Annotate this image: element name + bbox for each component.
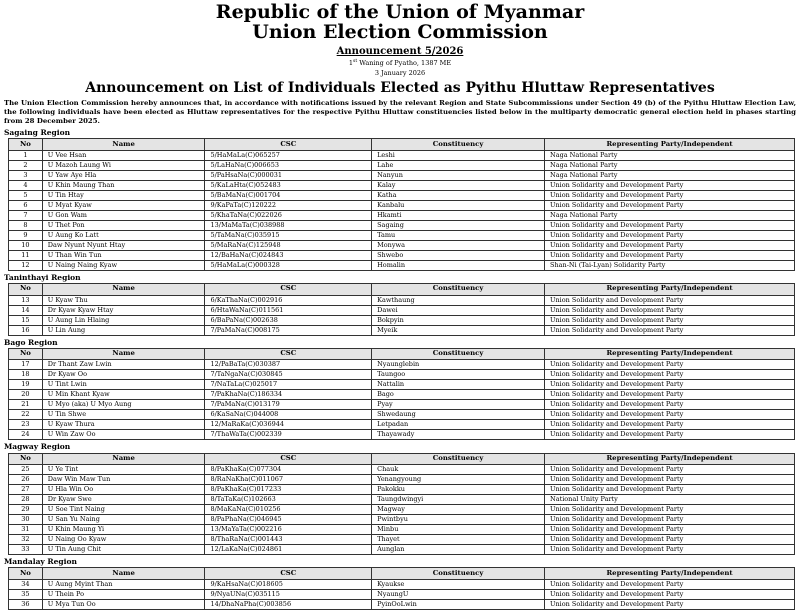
- cell-constituency: Nyaunglebin: [372, 360, 545, 370]
- table-row: [9, 295, 795, 305]
- cell-name: U Kyaw Thura: [42, 420, 205, 430]
- cell-party: Union Solidarity and Development Party: [545, 295, 795, 305]
- cell-csc: 8/ThaRaNa(C)001443: [205, 535, 372, 545]
- cell-csc: 14/DhaNaPha(C)003856: [205, 600, 372, 610]
- cell-constituency: Aunglan: [372, 545, 545, 555]
- cell-party: Union Solidarity and Development Party: [545, 590, 795, 600]
- cell-no: 11: [9, 250, 43, 260]
- cell-csc: 5/MaRaNa(C)125948: [205, 240, 372, 250]
- table-row: [9, 400, 795, 410]
- cell-csc: 5/TaMaNa(C)035915: [205, 230, 372, 240]
- column-header: No: [9, 139, 43, 151]
- column-header: CSC: [205, 348, 372, 360]
- cell-csc: 5/KaLaHta(C)052483: [205, 180, 372, 190]
- cell-name: U Hla Win Oo: [42, 485, 205, 495]
- cell-csc: 9/KaPaTa(C)120222: [205, 200, 372, 210]
- cell-constituency: Pyay: [372, 400, 545, 410]
- cell-party: Union Solidarity and Development Party: [545, 580, 795, 590]
- table-row: [9, 525, 795, 535]
- table-row: [9, 420, 795, 430]
- cell-name: U Tin Shwe: [42, 410, 205, 420]
- region-title: Magway Region: [4, 442, 71, 452]
- cell-csc: 5/LaHaNa(C)006653: [205, 160, 372, 170]
- cell-no: 2: [9, 160, 43, 170]
- cell-no: 17: [9, 360, 43, 370]
- table-header-row: [9, 568, 795, 580]
- cell-no: 5: [9, 190, 43, 200]
- column-header: CSC: [205, 283, 372, 295]
- cell-no: 34: [9, 580, 43, 590]
- cell-name: U San Yu Naing: [42, 515, 205, 525]
- cell-csc: 5/KhaTaNa(C)022026: [205, 210, 372, 220]
- cell-name: U Naing Oo Kyaw: [42, 535, 205, 545]
- cell-name: U Aung Lin Hlaing: [42, 315, 205, 325]
- cell-constituency: Kyaukse: [372, 580, 545, 590]
- cell-name: U Min Khant Kyaw: [42, 390, 205, 400]
- table-row: [9, 465, 795, 475]
- table-row: [9, 515, 795, 525]
- cell-party: Union Solidarity and Development Party: [545, 370, 795, 380]
- cell-csc: 6/BaPaNa(C)002638: [205, 315, 372, 325]
- representatives-table: [8, 567, 795, 610]
- cell-no: 4: [9, 180, 43, 190]
- cell-party: Union Solidarity and Development Party: [545, 240, 795, 250]
- table-row: [9, 170, 795, 180]
- cell-party: Union Solidarity and Development Party: [545, 380, 795, 390]
- cell-no: 10: [9, 240, 43, 250]
- table-row: [9, 210, 795, 220]
- cell-name: Dr Kyaw Kyaw Htay: [42, 305, 205, 315]
- cell-csc: 8/TaTaKa(C)102663: [205, 495, 372, 505]
- cell-name: U Yaw Aye Hla: [42, 170, 205, 180]
- cell-csc: 7/NaTaLa(C)025017: [205, 380, 372, 390]
- cell-name: U Mya Tun Oo: [42, 600, 205, 610]
- cell-no: 31: [9, 525, 43, 535]
- cell-no: 27: [9, 485, 43, 495]
- gregorian-date-line: 3 January 2026: [374, 69, 426, 78]
- column-header: Name: [42, 453, 205, 465]
- table-row: [9, 430, 795, 440]
- table-row: [9, 580, 795, 590]
- cell-party: Union Solidarity and Development Party: [545, 390, 795, 400]
- cell-no: 19: [9, 380, 43, 390]
- cell-name: U Mazoh Laung Wi: [42, 160, 205, 170]
- cell-constituency: Taungdwingyi: [372, 495, 545, 505]
- cell-csc: 12/MaRaKa(C)036944: [205, 420, 372, 430]
- cell-csc: 5/HaMaLa(C)065257: [205, 150, 372, 160]
- cell-csc: 8/RaNaKha(C)011067: [205, 475, 372, 485]
- column-header: No: [9, 348, 43, 360]
- cell-no: 9: [9, 230, 43, 240]
- cell-csc: 6/KaSaNa(C)044008: [205, 410, 372, 420]
- table-row: [9, 325, 795, 335]
- cell-constituency: Kalay: [372, 180, 545, 190]
- cell-constituency: Nattalin: [372, 380, 545, 390]
- cell-name: U Khin Maung Than: [42, 180, 205, 190]
- table-row: [9, 600, 795, 610]
- column-header: Name: [42, 568, 205, 580]
- cell-name: U Ye Tint: [42, 465, 205, 475]
- cell-party: Union Solidarity and Development Party: [545, 430, 795, 440]
- representatives-table: [8, 283, 795, 336]
- table-row: [9, 535, 795, 545]
- cell-party: Union Solidarity and Development Party: [545, 535, 795, 545]
- cell-name: U Tin Aung Chit: [42, 545, 205, 555]
- cell-name: U Gon Wam: [42, 210, 205, 220]
- cell-constituency: Shwebo: [372, 250, 545, 260]
- cell-constituency: Pakokku: [372, 485, 545, 495]
- cell-party: Union Solidarity and Development Party: [545, 485, 795, 495]
- cell-party: Union Solidarity and Development Party: [545, 230, 795, 240]
- cell-csc: 13/MaMaTa(C)038988: [205, 220, 372, 230]
- cell-constituency: Shwedaung: [372, 410, 545, 420]
- cell-name: U Myo (aka) U Myo Aung: [42, 400, 205, 410]
- cell-name: U Thet Pon: [42, 220, 205, 230]
- table-row: [9, 305, 795, 315]
- cell-name: Dr Kyaw Swe: [42, 495, 205, 505]
- table-row: [9, 315, 795, 325]
- table-row: [9, 160, 795, 170]
- cell-constituency: Nanyun: [372, 170, 545, 180]
- cell-constituency: Pwintbyu: [372, 515, 545, 525]
- cell-party: Union Solidarity and Development Party: [545, 400, 795, 410]
- column-header: Constituency: [372, 139, 545, 151]
- cell-name: U Lin Aung: [42, 325, 205, 335]
- table-row: [9, 410, 795, 420]
- cell-no: 18: [9, 370, 43, 380]
- column-header: Representing Party/Independent: [545, 568, 795, 580]
- cell-constituency: Bago: [372, 390, 545, 400]
- cell-name: U Tint Lwin: [42, 380, 205, 390]
- region-title: Taninthayi Region: [4, 272, 81, 282]
- cell-party: Union Solidarity and Development Party: [545, 465, 795, 475]
- cell-constituency: Katha: [372, 190, 545, 200]
- cell-party: Union Solidarity and Development Party: [545, 220, 795, 230]
- announcement-subject: Announcement on List of Individuals Elected as Pyithu Hluttaw Representatives: [85, 80, 715, 97]
- table-row: [9, 190, 795, 200]
- column-header: CSC: [205, 568, 372, 580]
- cell-csc: 7/PaMaNa(C)008175: [205, 325, 372, 335]
- cell-party: Union Solidarity and Development Party: [545, 525, 795, 535]
- date-ordinal: 1: [348, 59, 354, 68]
- table-row: [9, 475, 795, 485]
- cell-party: Union Solidarity and Development Party: [545, 600, 795, 610]
- column-header: Name: [42, 283, 205, 295]
- cell-no: 20: [9, 390, 43, 400]
- cell-constituency: Sagaing: [372, 220, 545, 230]
- region-sections-container: [0, 129, 800, 610]
- cell-no: 29: [9, 505, 43, 515]
- cell-no: 32: [9, 535, 43, 545]
- table-row: [9, 370, 795, 380]
- cell-no: 7: [9, 210, 43, 220]
- cell-no: 16: [9, 325, 43, 335]
- table-row: [9, 380, 795, 390]
- region-title: Sagaing Region: [4, 127, 71, 137]
- column-header: Constituency: [372, 453, 545, 465]
- cell-constituency: Myeik: [372, 325, 545, 335]
- cell-name: U Than Win Tun: [42, 250, 205, 260]
- cell-name: U Thein Po: [42, 590, 205, 600]
- cell-constituency: Kanbalu: [372, 200, 545, 210]
- table-row: [9, 390, 795, 400]
- cell-csc: 5/PaHsaNa(C)000031: [205, 170, 372, 180]
- cell-no: 24: [9, 430, 43, 440]
- cell-constituency: Thayet: [372, 535, 545, 545]
- table-row: [9, 590, 795, 600]
- cell-name: U Vee Hsan: [42, 150, 205, 160]
- date-ordinal-suffix: st: [353, 58, 358, 64]
- table-row: [9, 485, 795, 495]
- table-row: [9, 230, 795, 240]
- cell-csc: 13/MaYaTa(C)002216: [205, 525, 372, 535]
- cell-no: 23: [9, 420, 43, 430]
- column-header: Constituency: [372, 568, 545, 580]
- cell-constituency: Tamu: [372, 230, 545, 240]
- cell-no: 35: [9, 590, 43, 600]
- cell-no: 30: [9, 515, 43, 525]
- cell-no: 28: [9, 495, 43, 505]
- cell-no: 21: [9, 400, 43, 410]
- myanmar-date-line: [0, 59, 800, 67]
- table-row: [9, 360, 795, 370]
- cell-name: U Tin Htay: [42, 190, 205, 200]
- cell-party: Union Solidarity and Development Party: [545, 315, 795, 325]
- cell-constituency: Yenangyoung: [372, 475, 545, 485]
- column-header: No: [9, 568, 43, 580]
- cell-party: National Unity Party: [545, 495, 795, 505]
- table-header-row: [9, 453, 795, 465]
- table-header-row: [9, 283, 795, 295]
- representatives-table: [8, 138, 795, 271]
- cell-no: 14: [9, 305, 43, 315]
- column-header: Name: [42, 139, 205, 151]
- cell-constituency: Bokpyin: [372, 315, 545, 325]
- region-title: Mandalay Region: [4, 557, 77, 567]
- cell-constituency: Kawthaung: [372, 295, 545, 305]
- cell-name: Dr Kyaw Oo: [42, 370, 205, 380]
- cell-constituency: Thayawady: [372, 430, 545, 440]
- cell-party: Union Solidarity and Development Party: [545, 505, 795, 515]
- cell-party: Union Solidarity and Development Party: [545, 410, 795, 420]
- document-header: [0, 0, 800, 96]
- cell-party: Naga National Party: [545, 210, 795, 220]
- cell-party: Union Solidarity and Development Party: [545, 420, 795, 430]
- cell-no: 36: [9, 600, 43, 610]
- table-header-row: [9, 348, 795, 360]
- cell-name: U Kyaw Thu: [42, 295, 205, 305]
- column-header: Constituency: [372, 348, 545, 360]
- column-header: CSC: [205, 453, 372, 465]
- table-row: [9, 250, 795, 260]
- cell-csc: 6/KaThaNa(C)002916: [205, 295, 372, 305]
- cell-csc: 6/HtaWaNa(C)011561: [205, 305, 372, 315]
- cell-constituency: PyinOoLwin: [372, 600, 545, 610]
- cell-name: U Soe Tint Naing: [42, 505, 205, 515]
- date-rest: Waning of Pyatho, 1387 ME: [357, 59, 452, 68]
- cell-name: U Khin Maung Yi: [42, 525, 205, 535]
- column-header: Representing Party/Independent: [545, 453, 795, 465]
- cell-constituency: Letpadan: [372, 420, 545, 430]
- cell-party: Union Solidarity and Development Party: [545, 250, 795, 260]
- table-row: [9, 220, 795, 230]
- cell-constituency: Monywa: [372, 240, 545, 250]
- cell-party: Union Solidarity and Development Party: [545, 305, 795, 315]
- cell-csc: 7/PaMaNa(C)013179: [205, 400, 372, 410]
- cell-party: Union Solidarity and Development Party: [545, 360, 795, 370]
- representatives-table: [8, 348, 795, 441]
- cell-constituency: Leshi: [372, 150, 545, 160]
- cell-csc: 7/ThaWaTa(C)002339: [205, 430, 372, 440]
- cell-party: Union Solidarity and Development Party: [545, 200, 795, 210]
- cell-csc: 12/LaKaNa(C)024861: [205, 545, 372, 555]
- cell-no: 1: [9, 150, 43, 160]
- cell-csc: 5/BaMaNa(C)001704: [205, 190, 372, 200]
- table-row: [9, 505, 795, 515]
- table-row: [9, 180, 795, 190]
- table-row: [9, 150, 795, 160]
- table-row: [9, 260, 795, 270]
- cell-name: U Win Zaw Oo: [42, 430, 205, 440]
- cell-party: Union Solidarity and Development Party: [545, 515, 795, 525]
- cell-party: Naga National Party: [545, 170, 795, 180]
- table-row: [9, 495, 795, 505]
- column-header: Representing Party/Independent: [545, 348, 795, 360]
- cell-party: Shan-Ni (Tai-Lyan) Solidarity Party: [545, 260, 795, 270]
- representatives-table: [8, 453, 795, 556]
- cell-constituency: NyaungU: [372, 590, 545, 600]
- cell-party: Union Solidarity and Development Party: [545, 180, 795, 190]
- cell-no: 26: [9, 475, 43, 485]
- cell-csc: 8/MaKaNa(C)010256: [205, 505, 372, 515]
- cell-name: U Aung Ko Latt: [42, 230, 205, 240]
- cell-name: Daw Win Maw Tun: [42, 475, 205, 485]
- cell-no: 25: [9, 465, 43, 475]
- cell-constituency: Chauk: [372, 465, 545, 475]
- cell-csc: 5/HaMaLa(C)000328: [205, 260, 372, 270]
- column-header: Representing Party/Independent: [545, 139, 795, 151]
- cell-no: 15: [9, 315, 43, 325]
- cell-no: 6: [9, 200, 43, 210]
- column-header: Representing Party/Independent: [545, 283, 795, 295]
- cell-no: 13: [9, 295, 43, 305]
- cell-constituency: Taungoo: [372, 370, 545, 380]
- cell-constituency: Hkamti: [372, 210, 545, 220]
- region-title: Bago Region: [4, 337, 58, 347]
- cell-party: Naga National Party: [545, 160, 795, 170]
- cell-name: U Naing Naing Kyaw: [42, 260, 205, 270]
- column-header: No: [9, 283, 43, 295]
- commission-title: Union Election Commission: [252, 20, 548, 43]
- column-header: CSC: [205, 139, 372, 151]
- cell-constituency: Lahe: [372, 160, 545, 170]
- cell-no: 33: [9, 545, 43, 555]
- cell-name: U Aung Myint Than: [42, 580, 205, 590]
- cell-csc: 7/TaNgaNa(C)030845: [205, 370, 372, 380]
- cell-constituency: Dawei: [372, 305, 545, 315]
- cell-csc: 12/BaHaNa(C)024843: [205, 250, 372, 260]
- cell-party: Union Solidarity and Development Party: [545, 190, 795, 200]
- cell-csc: 8/PaKhaKa(C)017233: [205, 485, 372, 495]
- table-row: [9, 240, 795, 250]
- cell-no: 22: [9, 410, 43, 420]
- table-row: [9, 545, 795, 555]
- cell-constituency: Homalin: [372, 260, 545, 270]
- cell-name: Daw Nyunt Nyunt Htay: [42, 240, 205, 250]
- cell-csc: 9/KaHsaNa(C)018605: [205, 580, 372, 590]
- cell-party: Union Solidarity and Development Party: [545, 325, 795, 335]
- announcement-number: Announcement 5/2026: [336, 45, 464, 57]
- cell-csc: 8/PaKhaKa(C)077304: [205, 465, 372, 475]
- cell-no: 12: [9, 260, 43, 270]
- cell-csc: 7/PaKhaNa(C)186334: [205, 390, 372, 400]
- column-header: Name: [42, 348, 205, 360]
- cell-no: 3: [9, 170, 43, 180]
- cell-csc: 12/PaBaTa(C)030387: [205, 360, 372, 370]
- cell-party: Naga National Party: [545, 150, 795, 160]
- cell-csc: 9/NyaUNa(C)035115: [205, 590, 372, 600]
- cell-party: Union Solidarity and Development Party: [545, 545, 795, 555]
- country-title: Republic of the Union of Myanmar: [215, 1, 585, 23]
- announcement-body-paragraph: The Union Election Commission hereby announces that, in accordance with notifications issued by the relevant Region and State Subcommissions under Section 49 (b) of the Pyithu Hluttaw Election Law, the following individuals have been elected as Hluttaw representatives for the respective Pyithu Hluttaw constituencies listed below in the multiparty democratic general election held in phases starting from 28 December 2025.: [4, 99, 796, 126]
- cell-name: Dr Thant Zaw Lwin: [42, 360, 205, 370]
- cell-constituency: Magway: [372, 505, 545, 515]
- column-header: Constituency: [372, 283, 545, 295]
- cell-party: Union Solidarity and Development Party: [545, 475, 795, 485]
- column-header: No: [9, 453, 43, 465]
- cell-csc: 8/PaPhaNa(C)046945: [205, 515, 372, 525]
- cell-name: U Myat Kyaw: [42, 200, 205, 210]
- table-row: [9, 200, 795, 210]
- cell-no: 8: [9, 220, 43, 230]
- cell-constituency: Minbu: [372, 525, 545, 535]
- table-header-row: [9, 139, 795, 151]
